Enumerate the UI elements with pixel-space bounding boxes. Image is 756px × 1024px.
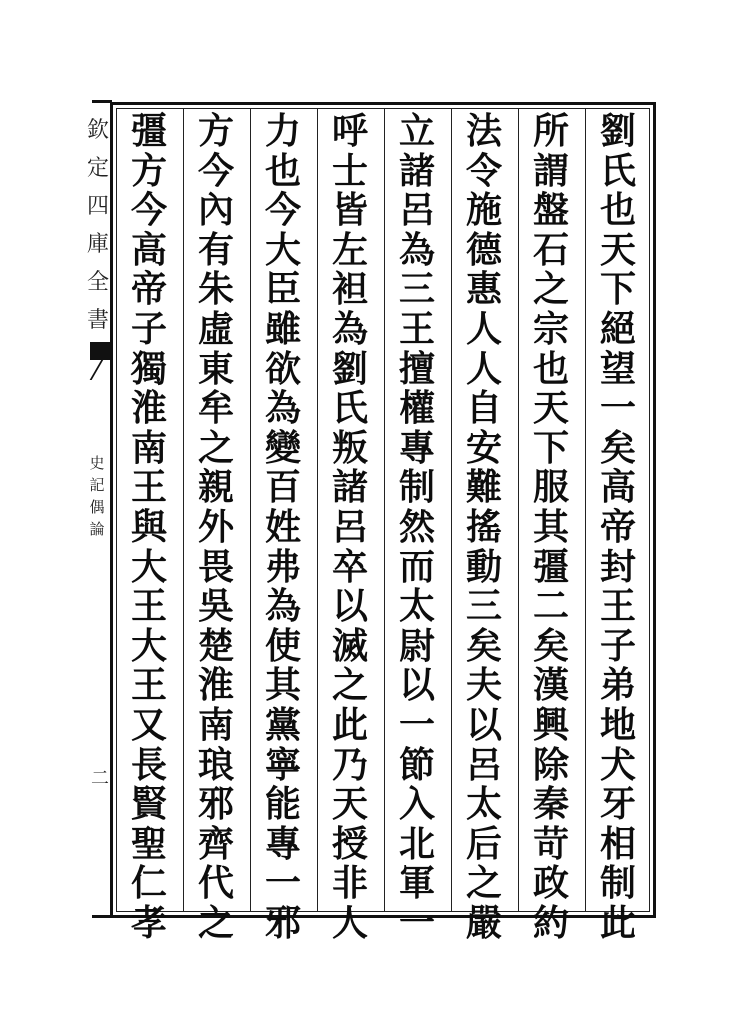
text-char: 朱 [197, 268, 234, 311]
text-char: 其 [532, 505, 569, 548]
text-char: 施 [465, 189, 502, 232]
page-number: 二 [91, 768, 109, 789]
text-char: 南 [197, 703, 234, 746]
margin-sub-char: 論 [89, 520, 105, 538]
text-char: 天 [599, 228, 636, 271]
text-char: 二 [532, 585, 569, 628]
text-char: 帝 [599, 505, 636, 548]
text-char: 此 [331, 703, 368, 746]
text-column-8 [123, 110, 175, 944]
text-char: 而 [398, 545, 435, 588]
text-char: 秦 [532, 783, 569, 826]
text-char: 封 [599, 545, 636, 588]
column-rule [183, 109, 184, 911]
text-char: 石 [532, 228, 569, 271]
text-char: 然 [398, 505, 435, 548]
text-char: 人 [465, 347, 502, 390]
text-char: 搖 [465, 505, 502, 548]
text-char: 使 [264, 624, 301, 667]
text-char: 地 [599, 703, 636, 746]
text-char: 邪 [197, 783, 234, 826]
column-rule [250, 109, 251, 911]
text-char: 矣 [532, 624, 569, 667]
text-char: 王 [398, 307, 435, 350]
text-char: 呂 [331, 505, 368, 548]
column-rule [518, 109, 519, 911]
text-char: 以 [465, 703, 502, 746]
text-char: 呂 [398, 189, 435, 232]
text-char: 太 [465, 783, 502, 826]
text-char: 卒 [331, 545, 368, 588]
text-char: 望 [599, 347, 636, 390]
text-char: 邪 [264, 901, 301, 944]
margin-sub-char: 偶 [89, 498, 105, 516]
text-char: 劉 [599, 110, 636, 152]
text-char: 宗 [532, 307, 569, 350]
text-char: 一 [398, 703, 435, 746]
text-char: 制 [398, 466, 435, 509]
column-rule [451, 109, 452, 911]
text-char: 之 [532, 268, 569, 311]
text-char: 后 [465, 822, 502, 865]
text-char: 今 [197, 149, 234, 192]
text-char: 孝 [130, 901, 167, 944]
text-char: 矣 [465, 624, 502, 667]
text-column-6 [257, 110, 309, 944]
text-char: 盤 [532, 189, 569, 232]
margin-top-rule [92, 100, 112, 103]
text-char: 賢 [130, 783, 167, 826]
text-char: 節 [398, 743, 435, 786]
text-char: 其 [264, 664, 301, 707]
text-char: 專 [264, 822, 301, 865]
text-char: 變 [264, 426, 301, 469]
text-char: 一 [398, 901, 435, 944]
column-rule [384, 109, 385, 911]
text-char: 三 [465, 585, 502, 628]
column-rule [317, 109, 318, 911]
text-char: 淮 [197, 664, 234, 707]
text-char: 叛 [331, 426, 368, 469]
text-char: 為 [331, 307, 368, 350]
text-char: 苛 [532, 822, 569, 865]
text-char: 入 [398, 783, 435, 826]
text-column-1 [592, 110, 644, 944]
text-char: 人 [331, 901, 368, 944]
margin-title-char: 全 [86, 270, 109, 295]
text-char: 內 [197, 189, 234, 232]
text-char: 彊 [532, 545, 569, 588]
text-char: 太 [398, 585, 435, 628]
text-char: 外 [197, 505, 234, 548]
text-char: 尉 [398, 624, 435, 667]
text-column-7 [190, 110, 242, 944]
text-char: 興 [532, 703, 569, 746]
text-char: 以 [331, 585, 368, 628]
text-char: 滅 [331, 624, 368, 667]
text-char: 聖 [130, 822, 167, 865]
text-char: 制 [599, 862, 636, 905]
text-char: 為 [398, 228, 435, 271]
text-column-3 [458, 110, 510, 944]
text-char: 難 [465, 466, 502, 509]
text-char: 帝 [130, 268, 167, 311]
margin-title-char: 書 [86, 308, 109, 333]
text-char: 夫 [465, 664, 502, 707]
margin-sub-char: 記 [89, 476, 105, 494]
text-char: 楚 [197, 624, 234, 667]
text-char: 琅 [197, 743, 234, 786]
text-char: 又 [130, 703, 167, 746]
text-char: 弗 [264, 545, 301, 588]
text-column-4 [391, 110, 443, 944]
margin-sub-char: 史 [89, 454, 105, 472]
text-char: 法 [465, 110, 502, 152]
text-char: 之 [197, 426, 234, 469]
margin-title-char: 四 [86, 194, 109, 219]
text-char: 有 [197, 228, 234, 271]
text-char: 雖 [264, 307, 301, 350]
text-char: 也 [264, 149, 301, 192]
text-char: 政 [532, 862, 569, 905]
text-char: 黨 [264, 703, 301, 746]
text-char: 擅 [398, 347, 435, 390]
text-char: 淮 [130, 387, 167, 430]
text-char: 吳 [197, 585, 234, 628]
text-char: 人 [465, 307, 502, 350]
text-char: 牟 [197, 387, 234, 430]
text-char: 謂 [532, 149, 569, 192]
text-char: 劉 [331, 347, 368, 390]
text-char: 所 [532, 110, 569, 152]
text-char: 寧 [264, 743, 301, 786]
text-char: 大 [264, 228, 301, 271]
text-char: 天 [532, 387, 569, 430]
column-rule [585, 109, 586, 911]
text-char: 皆 [331, 189, 368, 232]
text-char: 惠 [465, 268, 502, 311]
text-char: 授 [331, 822, 368, 865]
text-char: 自 [465, 387, 502, 430]
margin-title-char: 定 [86, 156, 109, 181]
text-char: 袒 [331, 268, 368, 311]
text-char: 方 [197, 110, 234, 152]
text-char: 權 [398, 387, 435, 430]
text-char: 犬 [599, 743, 636, 786]
text-char: 漢 [532, 664, 569, 707]
text-char: 諸 [398, 149, 435, 192]
margin-book-title [86, 112, 110, 340]
text-char: 也 [599, 189, 636, 232]
text-char: 呂 [465, 743, 502, 786]
margin-volume-title [88, 452, 106, 540]
text-char: 乃 [331, 743, 368, 786]
text-char: 彊 [130, 110, 167, 152]
text-char: 也 [532, 347, 569, 390]
margin-bottom-rule [92, 915, 112, 918]
text-char: 左 [331, 228, 368, 271]
text-char: 服 [532, 466, 569, 509]
text-char: 能 [264, 783, 301, 826]
text-char: 之 [331, 664, 368, 707]
text-char: 為 [264, 387, 301, 430]
text-char: 東 [197, 347, 234, 390]
text-char: 下 [532, 426, 569, 469]
text-char: 高 [599, 466, 636, 509]
text-char: 除 [532, 743, 569, 786]
text-char: 大 [130, 545, 167, 588]
text-char: 一 [599, 387, 636, 430]
text-char: 天 [331, 783, 368, 826]
text-char: 諸 [331, 466, 368, 509]
text-char: 絕 [599, 307, 636, 350]
text-char: 一 [264, 862, 301, 905]
text-char: 專 [398, 426, 435, 469]
text-char: 北 [398, 822, 435, 865]
text-char: 德 [465, 228, 502, 271]
text-char: 與 [130, 505, 167, 548]
text-char: 大 [130, 624, 167, 667]
text-char: 子 [130, 307, 167, 350]
margin-title-char: 庫 [86, 232, 109, 257]
text-char: 仁 [130, 862, 167, 905]
text-char: 王 [130, 585, 167, 628]
text-char: 令 [465, 149, 502, 192]
text-char: 為 [264, 585, 301, 628]
text-char: 方 [130, 149, 167, 192]
text-char: 畏 [197, 545, 234, 588]
text-char: 氏 [599, 149, 636, 192]
text-char: 臣 [264, 268, 301, 311]
text-column-5 [324, 110, 376, 944]
text-char: 齊 [197, 822, 234, 865]
text-char: 三 [398, 268, 435, 311]
text-char: 子 [599, 624, 636, 667]
text-char: 相 [599, 822, 636, 865]
text-char: 之 [197, 901, 234, 944]
text-char: 姓 [264, 505, 301, 548]
text-char: 以 [398, 664, 435, 707]
margin-title-char: 欽 [86, 118, 109, 143]
text-char: 王 [599, 585, 636, 628]
text-char: 弟 [599, 664, 636, 707]
text-char: 代 [197, 862, 234, 905]
text-char: 今 [130, 189, 167, 232]
text-char: 動 [465, 545, 502, 588]
text-char: 立 [398, 110, 435, 152]
text-char: 親 [197, 466, 234, 509]
text-char: 百 [264, 466, 301, 509]
text-char: 獨 [130, 347, 167, 390]
text-char: 今 [264, 189, 301, 232]
text-char: 虛 [197, 307, 234, 350]
text-char: 欲 [264, 347, 301, 390]
text-char: 牙 [599, 783, 636, 826]
text-char: 安 [465, 426, 502, 469]
text-char: 南 [130, 426, 167, 469]
text-char: 高 [130, 228, 167, 271]
text-char: 矣 [599, 426, 636, 469]
text-char: 士 [331, 149, 368, 192]
text-char: 氏 [331, 387, 368, 430]
text-char: 王 [130, 466, 167, 509]
text-char: 非 [331, 862, 368, 905]
text-char: 軍 [398, 862, 435, 905]
text-char: 之 [465, 862, 502, 905]
text-char: 王 [130, 664, 167, 707]
text-char: 嚴 [465, 901, 502, 944]
text-column-2 [525, 110, 577, 944]
text-char: 此 [599, 901, 636, 944]
text-char: 呼 [331, 110, 368, 152]
text-char: 力 [264, 110, 301, 152]
text-char: 長 [130, 743, 167, 786]
text-char: 約 [532, 901, 569, 944]
text-char: 下 [599, 268, 636, 311]
